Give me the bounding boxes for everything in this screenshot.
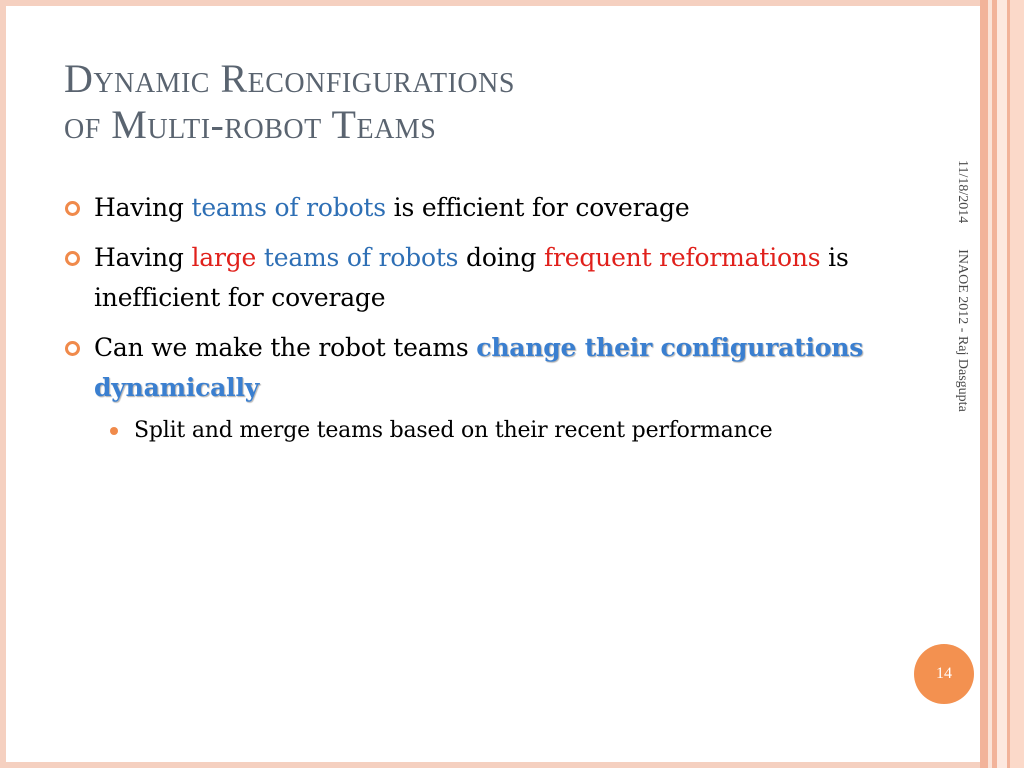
highlight-blue: teams of robots — [191, 193, 386, 222]
slide-title — [64, 56, 515, 148]
decorative-stripe — [1010, 0, 1024, 768]
decorative-stripe — [980, 0, 988, 768]
sub-bullet-text: Split and merge teams based on their recent performance — [134, 418, 773, 443]
slide-footer-author: INAOE 2012 - Raj Dasgupta — [955, 249, 970, 412]
bullet-text: Having — [94, 193, 192, 222]
bullet-text — [256, 243, 264, 272]
bullet-item — [64, 188, 934, 228]
frame-border-top — [0, 0, 980, 6]
side-footer — [944, 160, 980, 500]
frame-border-left — [0, 0, 6, 768]
side-footer-text — [954, 160, 970, 412]
sub-bullet-dot-icon — [110, 427, 118, 435]
page-number-badge — [914, 644, 974, 704]
bullet-ring-icon — [65, 341, 80, 356]
slide-content — [64, 188, 934, 448]
slide-title-line-1: Dynamic Reconfigurations — [64, 56, 515, 101]
highlight-blue: teams of robots — [263, 243, 459, 272]
bullet-item — [64, 328, 934, 408]
frame-border-bottom — [0, 762, 980, 768]
sub-bullet-item — [64, 414, 934, 448]
highlight-bold-blue: change their configurations dynamically — [94, 333, 864, 402]
bullet-text: is inefficient for coverage — [94, 243, 849, 312]
bullet-item — [64, 238, 934, 318]
highlight-red: frequent reformations — [543, 243, 821, 272]
bullet-ring-icon — [65, 251, 80, 266]
slide-title-line-2: of Multi-robot Teams — [64, 102, 437, 147]
bullet-text: doing — [458, 243, 544, 272]
bullet-ring-icon — [65, 201, 80, 216]
highlight-red: large — [191, 243, 257, 272]
bullet-text: Having — [94, 243, 192, 272]
bullet-text: is efficient for coverage — [385, 193, 690, 222]
decorative-stripe — [997, 0, 1007, 768]
slide-date: 11/18/2014 — [955, 160, 970, 224]
bullet-text: Can we make the robot teams — [94, 333, 477, 362]
page-number: 14 — [936, 665, 952, 682]
